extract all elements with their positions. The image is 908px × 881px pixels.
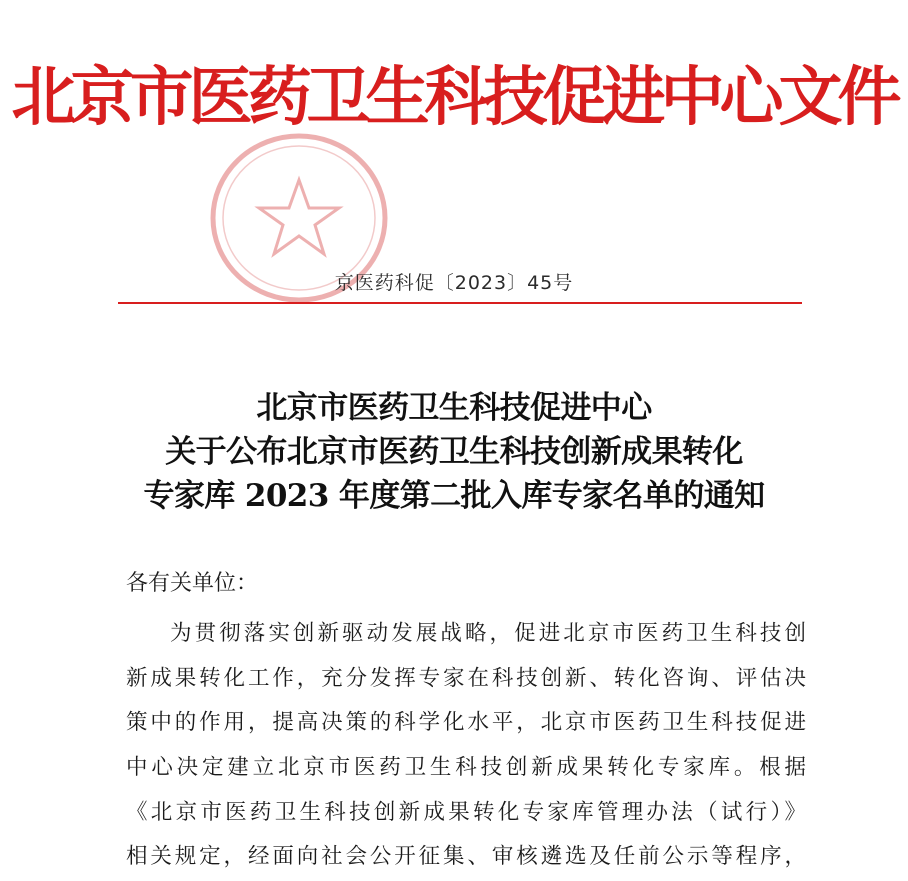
paragraph-line-6: 相关规定，经面向社会公开征集、审核遴选及任前公示等程序， xyxy=(126,844,806,869)
paragraph-line-2: 新成果转化工作，充分发挥专家在科技创新、转化咨询、评估决 xyxy=(126,666,806,691)
document-header-title: 北京市医药卫生科技促进中心文件 xyxy=(11,61,897,135)
notice-title-line-2: 关于公布北京市医药卫生科技创新成果转化 xyxy=(165,434,743,470)
notice-title xyxy=(0,386,908,518)
salutation: 各有关单位： xyxy=(126,571,259,596)
paragraph-line-1: 为贯彻落实创新驱动发展战略，促进北京市医药卫生科技创 xyxy=(170,621,806,646)
red-divider-line xyxy=(118,302,802,304)
notice-title-line-1: 北京市医药卫生科技促进中心 xyxy=(256,390,652,426)
paragraph-line-5: 《北京市医药卫生科技创新成果转化专家库管理办法（试行）》 xyxy=(126,800,806,825)
paragraph-line-4: 中心决定建立北京市医药卫生科技创新成果转化专家库。根据 xyxy=(126,755,806,780)
paragraph-line-3: 策中的作用，提高决策的科学化水平，北京市医药卫生科技促进 xyxy=(126,710,806,735)
notice-title-line-3: 专家库 2023 年度第二批入库专家名单的通知 xyxy=(143,478,765,514)
document-number: 京医药科促〔2023〕45号 xyxy=(334,272,574,294)
